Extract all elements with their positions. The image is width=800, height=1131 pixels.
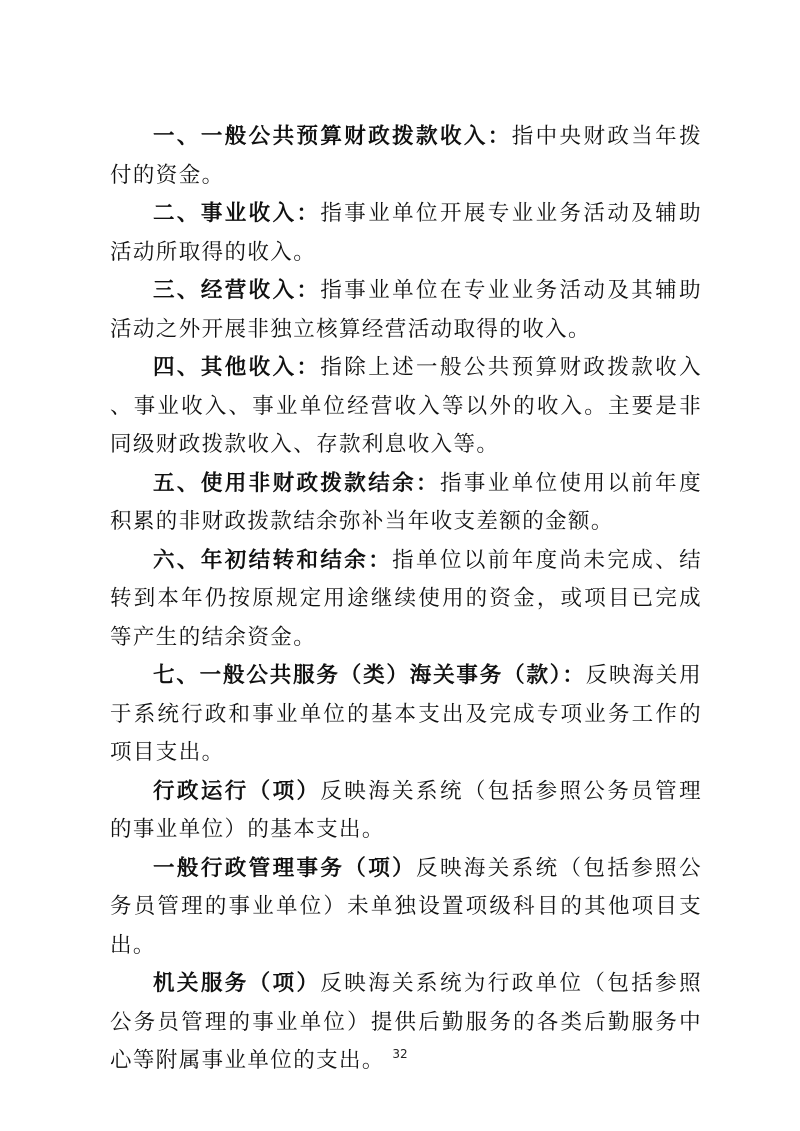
term-label: 七、一般公共服务（类）海关事务（款）： — [153, 663, 586, 688]
term-definition: 指中央财政当年拨付的资金。 — [110, 124, 702, 188]
paragraph-general-admin-affairs — [110, 850, 702, 966]
term-definition: 指事业单位在专业业务活动及其辅助活动之外开展非独立核算经营活动取得的收入。 — [110, 278, 702, 342]
term-label: 一般行政管理事务（项） — [153, 855, 417, 881]
paragraph-operating-income — [110, 272, 702, 349]
paragraph-carryover-balance — [110, 542, 702, 658]
term-definition: 指事业单位使用以前年度积累的非财政拨款结余弥补当年收支差额的金额。 — [110, 470, 702, 534]
term-label: 四、其他收入： — [153, 355, 321, 380]
term-definition: 反映海关用于系统行政和事业单位的基本支出及完成专项业务工作的项目支出。 — [110, 663, 702, 765]
term-label: 六、年初结转和结余： — [153, 547, 393, 573]
paragraph-business-income — [110, 195, 702, 272]
term-definition: 反映海关系统（包括参照公务员管理的事业单位）未单独设置项级科目的其他项目支出。 — [110, 855, 702, 958]
term-definition: 指事业单位开展专业业务活动及辅助活动所取得的收入。 — [110, 201, 702, 265]
term-label: 三、经营收入： — [153, 278, 321, 303]
term-label: 二、事业收入： — [153, 201, 321, 226]
paragraph-general-budget-income — [110, 118, 702, 195]
term-label: 五、使用非财政拨款结余： — [153, 470, 440, 496]
document-body — [110, 118, 702, 1081]
paragraph-non-fiscal-balance — [110, 465, 702, 542]
paragraph-customs-affairs — [110, 657, 702, 773]
term-definition: 反映海关系统为行政单位（包括参照公务员管理的事业单位）提供后勤服务的各类后勤服务中心等附属事业单位的支出。 — [110, 971, 702, 1073]
term-definition: 指单位以前年度尚未完成、结转到本年仍按原规定用途继续使用的资金，或项目已完成等产生的结余资金。 — [110, 547, 702, 650]
term-label: 机关服务（项） — [153, 971, 321, 996]
term-label: 一、一般公共预算财政拨款收入： — [153, 124, 512, 149]
paragraph-other-income — [110, 349, 702, 465]
paragraph-agency-services — [110, 965, 702, 1081]
paragraph-administrative-operation — [110, 773, 702, 850]
page-number: 32 — [392, 1047, 408, 1061]
term-definition: 指除上述一般公共预算财政拨款收入、事业收入、事业单位经营收入等以外的收入。主要是非同级财政拨款收入、存款利息收入等。 — [110, 355, 702, 457]
term-label: 行政运行（项） — [153, 778, 321, 804]
term-definition: 反映海关系统（包括参照公务员管理的事业单位）的基本支出。 — [110, 778, 702, 842]
